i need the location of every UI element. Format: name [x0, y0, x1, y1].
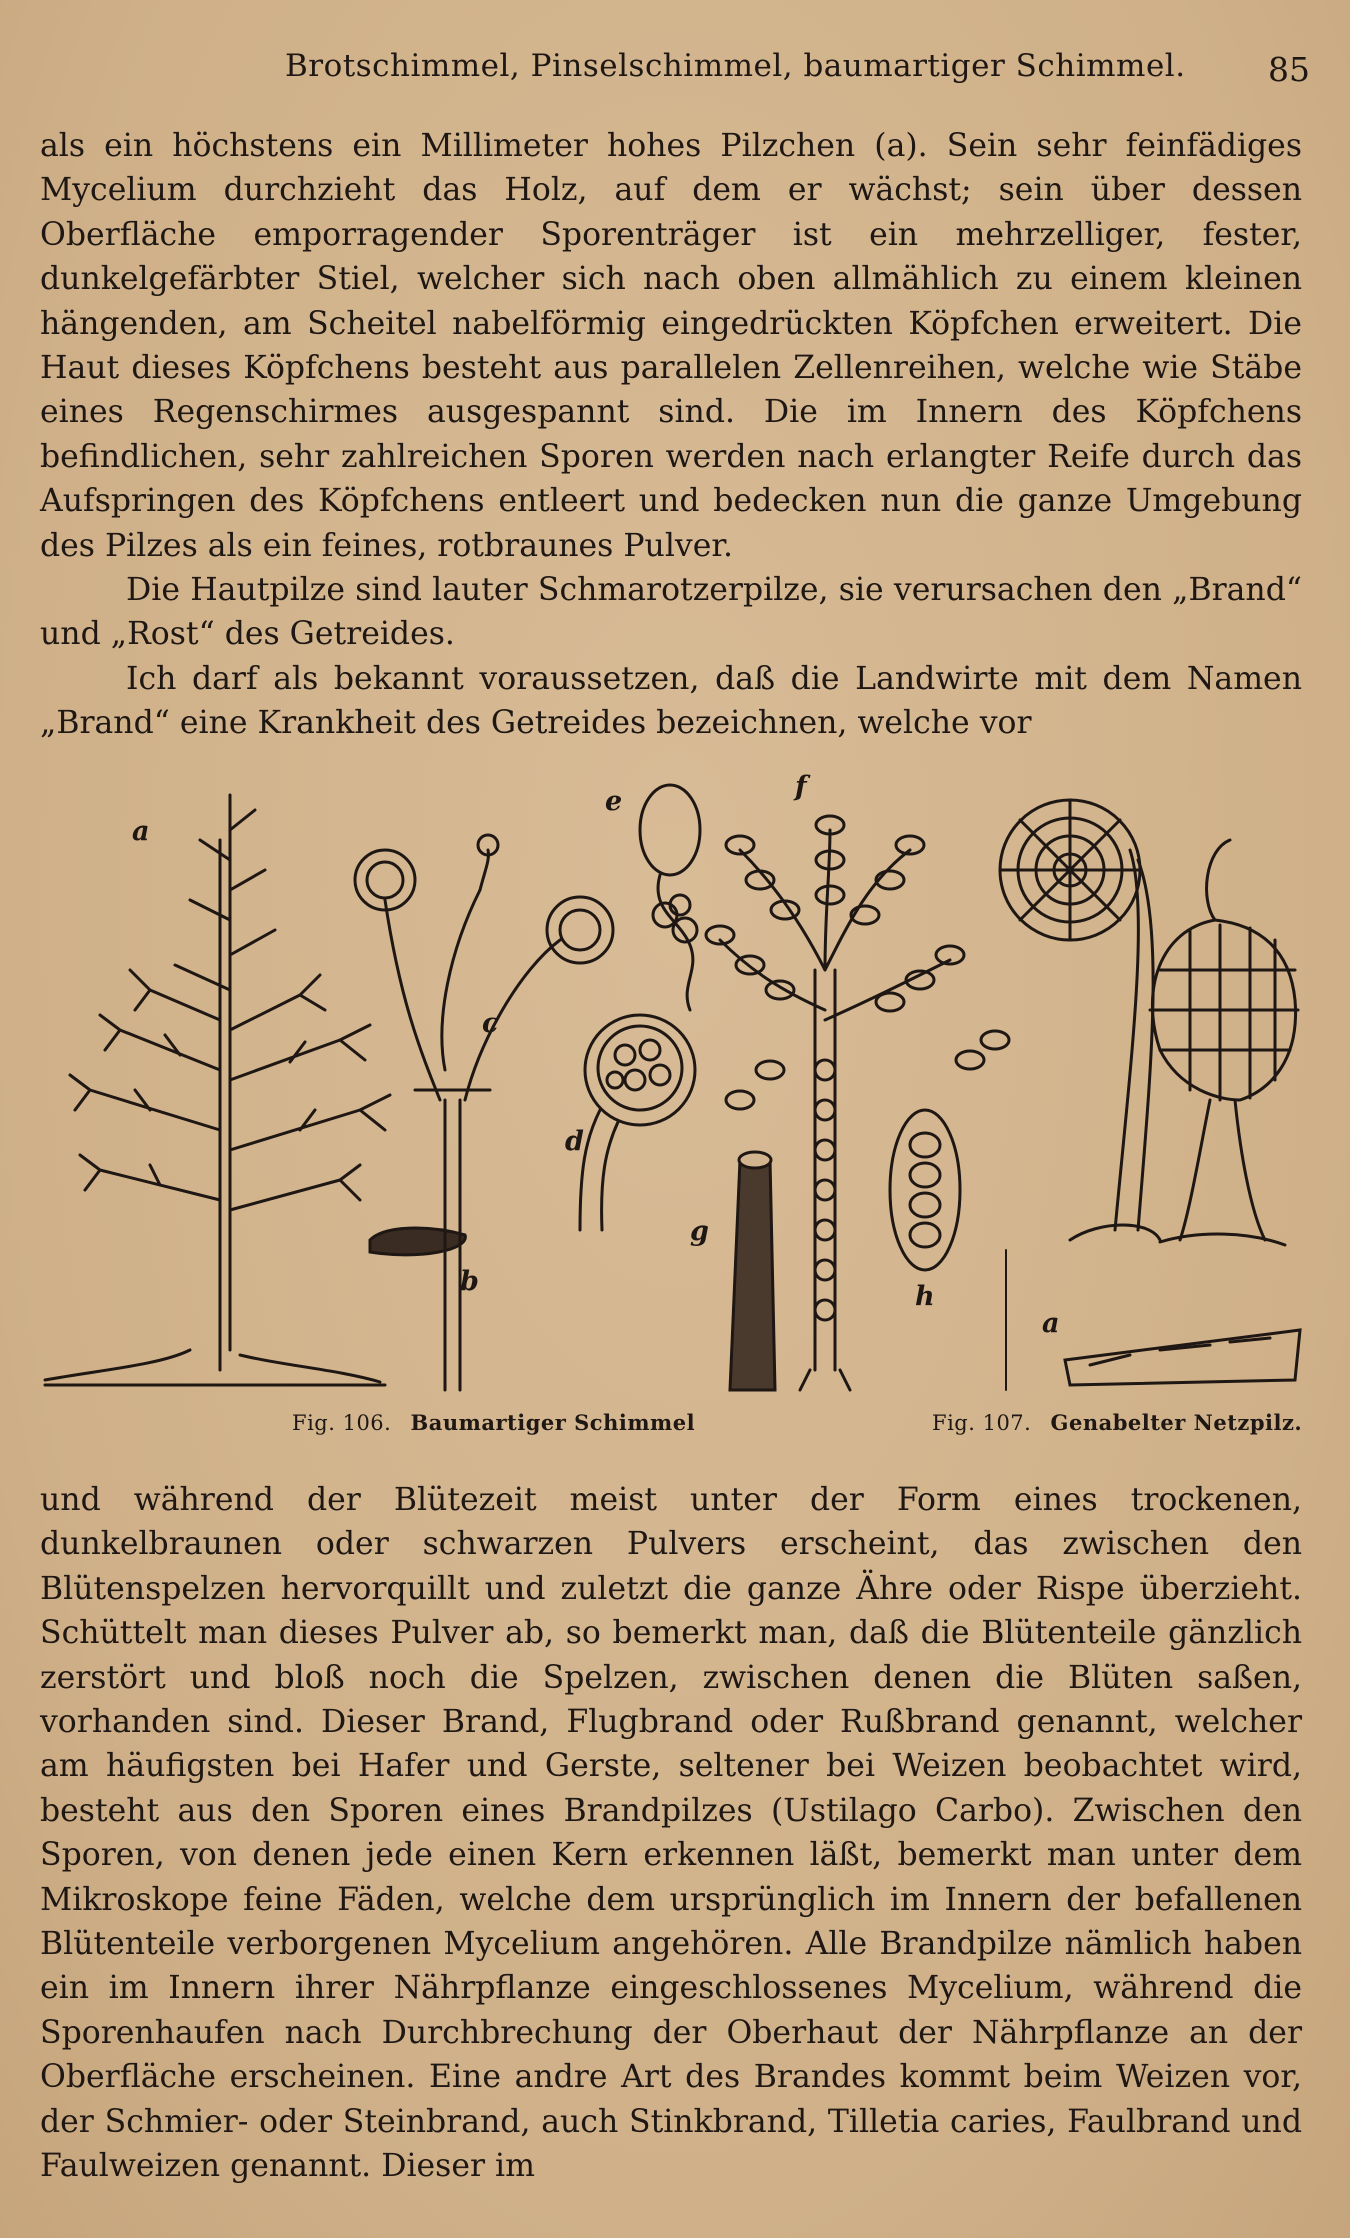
fig106-label-f: f — [795, 771, 807, 802]
fig106-a-tree-mold — [45, 795, 390, 1385]
figure-title: Genabelter Netzpilz. — [1050, 1410, 1303, 1435]
fig106-label-e: e — [605, 786, 623, 817]
fig106-label-g: g — [690, 1216, 709, 1247]
figure-illustrations — [40, 770, 1310, 1400]
page-number: 85 — [1268, 50, 1310, 89]
fig107-netted-fungus — [1000, 800, 1300, 1385]
figure-number: Fig. 107. — [932, 1411, 1032, 1435]
figure-area — [40, 770, 1310, 1460]
body-text-bottom — [40, 1478, 1302, 2189]
fig106-label-a: a — [132, 816, 150, 847]
fig107-label-a: a — [1042, 1308, 1060, 1339]
body-text-top — [40, 124, 1302, 746]
fig106-label-b: b — [460, 1266, 479, 1297]
fig106-h-spore-sac — [890, 1110, 960, 1270]
fig106-e-conidium — [640, 785, 700, 1010]
fig106-label-c: c — [482, 1008, 499, 1039]
fig106-label-d: d — [565, 1126, 584, 1157]
fig106-c-sporangia — [355, 835, 613, 1390]
paragraph: als ein höchstens ein Millimeter hohes Pilzchen (a). Sein sehr feinfädiges Mycelium durchzieht das Holz, auf dem er wächst; sein über dessen Oberfläche emporragender Sporenträger ist ein mehrzelliger, fester, dunkelgefärbter Stiel, welcher sich nach oben allmählich zu einem kleinen hängenden, am Scheitel nabelförmig eingedrückten Köpfchen erweitert. Die Haut dieses Köpfchens besteht aus parallelen Zellenreihen, welche wie Stäbe eines Regenschirmes ausgespannt sind. Die im Innern des Köpfchens befindlichen, sehr zahlreichen Sporen werden nach erlangter Reife durch das Aufspringen des Köpfchens entleert und bedecken nun die ganze Umgebung des Pilzes als ein feines, rotbraunes Pulver. — [40, 128, 1302, 564]
figure-title: Baumartiger Schimmel — [410, 1410, 696, 1435]
paragraph: Ich darf als bekannt voraussetzen, daß die Landwirte mit dem Namen „Brand“ eine Krankheit des Getreides bezeichnen, welche vor — [40, 660, 1302, 742]
running-title: Brotschimmel, Pinselschimmel, baumartiger Schimmel. — [285, 48, 1186, 84]
paragraph: und während der Blütezeit meist unter der Form eines trockenen, dunkelbraunen oder schwarzen Pulvers erscheint, das zwischen den Blütenspelzen hervorquillt und zuletzt die ganze Ähre oder Rispe überzieht. Schüttelt man dieses Pulver ab, so bemerkt man, daß die Blütenteile gänzlich zerstört und bloß noch die Spelzen, zwischen denen die Blüten saßen, vorhanden sind. Dieser Brand, Flugbrand oder Rußbrand genannt, welcher am häufigsten bei Hafer und Gerste, seltener bei Weizen beobachtet wird, besteht aus den Sporen eines Brandpilzes (Ustilago Carbo). Zwischen den Sporen, von denen jede einen Kern erkennen läßt, bemerkt man unter dem Mikroskope feine Fäden, welche dem ursprünglich im Innern der befallenen Blütenteile verborgenen Mycelium angehören. Alle Brandpilze nämlich haben ein im Innern ihrer Nährpflanze eingeschlossenes Mycelium, während die Sporenhaufen nach Durchbrechung der Oberhaut der Nährpflanze an der Oberfläche erscheinen. Eine andre Art des Brandes kommt beim Weizen vor, der Schmier- oder Steinbrand, auch Stinkbrand, Tilletia caries, Faulbrand und Faulweizen genannt. Dieser im — [40, 1482, 1302, 2185]
figure-number: Fig. 106. — [292, 1411, 392, 1435]
figure-caption-107 — [932, 1410, 1302, 1435]
fig106-d-sporangium — [580, 1015, 695, 1230]
paragraph: Die Hautpilze sind lauter Schmarotzerpilze, sie verursachen den „Brand“ und „Rost“ des Getreides. — [40, 572, 1302, 653]
figure-caption-106 — [292, 1410, 695, 1435]
fig106-g-stem — [730, 1152, 775, 1390]
running-head — [40, 48, 1310, 98]
fig106-b-spore-segment — [370, 1228, 465, 1255]
fig106-label-h: h — [915, 1281, 935, 1312]
